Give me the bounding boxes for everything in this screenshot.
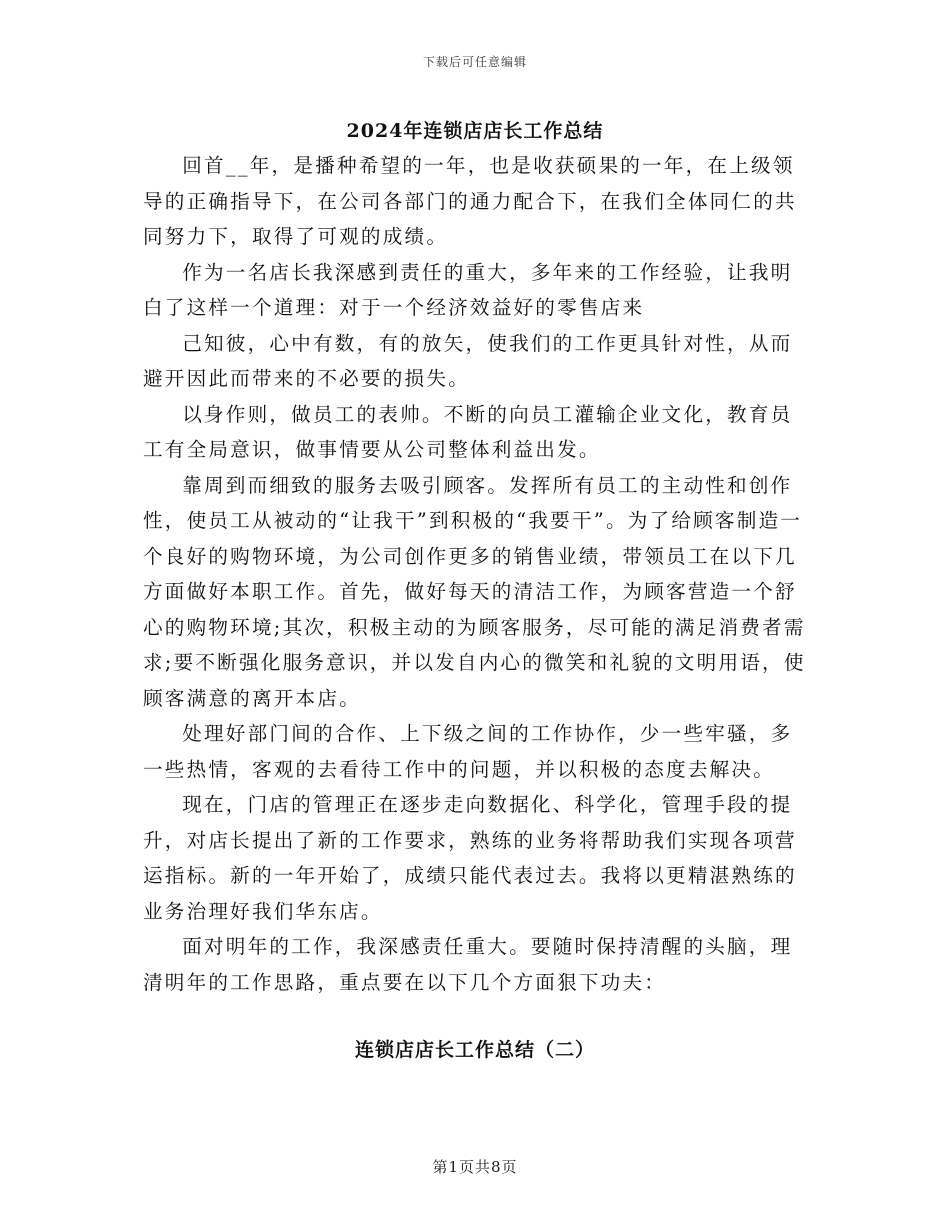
- header-note: 下载后可任意编辑: [422, 55, 527, 69]
- paragraph: 处理好部门间的合作、上下级之间的工作协作，少一些牢骚，多一些热情，客观的去看待工作中的问题，并以积极的态度去解决。: [143, 722, 793, 781]
- page-number: 第1页共8页: [432, 1158, 518, 1176]
- section-subtitle: 连锁店店长工作总结（二）: [354, 1039, 595, 1061]
- paragraph: 作为一名店长我深感到责任的重大，多年来的工作经验，让我明白了这样一个道理：对于一个经济效益好的零售店来: [143, 260, 793, 319]
- paragraph: 现在，门店的管理正在逐步走向数据化、科学化，管理手段的提升，对店长提出了新的工作要求，熟练的业务将帮助我们实现各项营运指标。新的一年开始了，成绩只能代表过去。我将以更精湛熟练的业务治理好我们华东店。: [143, 793, 797, 923]
- paragraph: 面对明年的工作，我深感责任重大。要随时保持清醒的头脑，理清明年的工作思路，重点要在以下几个方面狠下功夫：: [143, 935, 793, 994]
- paragraph: 己知彼，心中有数，有的放矢，使我们的工作更具针对性，从而避开因此而带来的不必要的损失。: [143, 331, 793, 390]
- document-title: 2024年连锁店店长工作总结: [346, 120, 604, 142]
- document-body: [143, 148, 813, 1000]
- paragraph: 回首__年，是播种希望的一年，也是收获硕果的一年，在上级领导的正确指导下，在公司各部门的通力配合下，在我们全体同仁的共同努力下，取得了可观的成绩。: [143, 154, 797, 248]
- paragraph: 靠周到而细致的服务去吸引顾客。发挥所有员工的主动性和创作性，使员工从被动的“让我干”到积极的“我要干”。为了给顾客制造一个良好的购物环境，为公司创作更多的销售业绩，带领员工在以下几方面做好本职工作。首先，做好每天的清洁工作，为顾客营造一个舒心的购物环境;其次，积极主动的为顾客服务，尽可能的满足消费者需求;要不断强化服务意识，并以发自内心的微笑和礼貌的文明用语，使顾客满意的离开本店。: [143, 473, 806, 710]
- paragraph: 以身作则，做员工的表帅。不断的向员工灌输企业文化，教育员工有全局意识，做事情要从公司整体利益出发。: [143, 402, 793, 461]
